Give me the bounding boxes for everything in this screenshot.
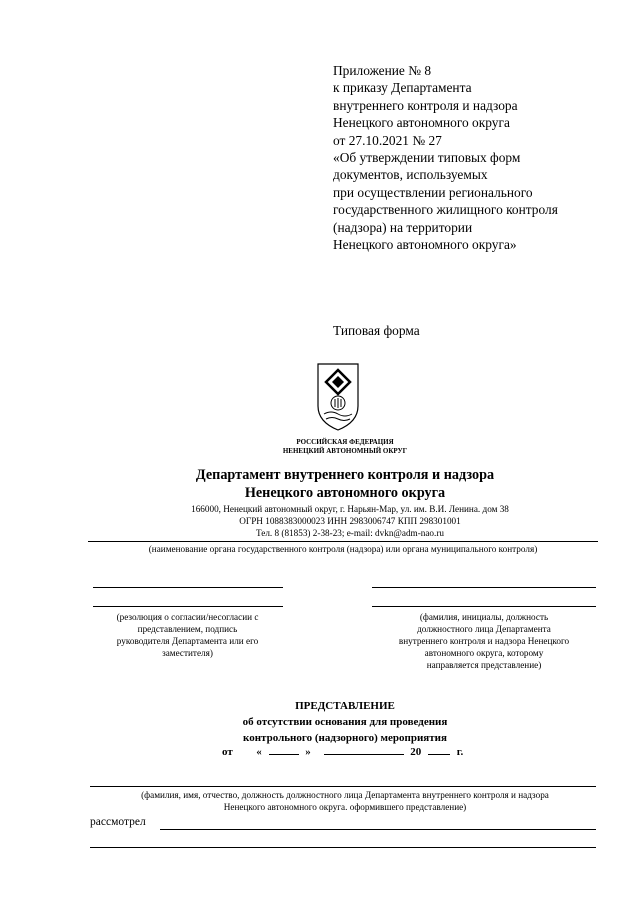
annex-line: Приложение № 8 — [333, 63, 432, 78]
department-line-1: Департамент внутреннего контроля и надзора — [195, 467, 495, 483]
document-title: ПРЕДСТАВЛЕНИЕ — [295, 700, 395, 712]
addressee-line-2 — [372, 606, 596, 607]
form-type-label: Типовая форма — [333, 323, 420, 338]
annex-line: Ненецкого автономного округа» — [333, 237, 517, 253]
contact-line: Тел. 8 (81853) 2-38-23; e-mail: dvkn@adm-nao.ru — [256, 528, 444, 538]
annex-line: (надзора) на территории — [333, 219, 473, 235]
department-contacts — [0, 503, 640, 539]
day-field[interactable] — [269, 743, 299, 755]
official-caption-line-2: Ненецкого автономного округа. оформившего представление) — [223, 802, 467, 812]
annex-line: Ненецкого автономного округа — [333, 115, 510, 131]
department-name — [0, 466, 640, 502]
federation-header — [0, 438, 640, 456]
addressee-caption — [372, 611, 596, 671]
official-caption — [80, 789, 610, 813]
document-title-block — [0, 698, 640, 746]
addressee-line-1 — [372, 587, 596, 588]
reviewed-field-line-2[interactable] — [90, 847, 596, 848]
caption-line: автономного округа, которому — [424, 648, 544, 658]
annex-line: при осуществлении регионального — [333, 184, 533, 200]
document-date-line — [222, 743, 463, 758]
annex-line: документов, используемых — [333, 167, 488, 183]
caption-line: направляется представление) — [426, 660, 542, 670]
annex-line: от 27.10.2021 № 27 — [333, 132, 442, 148]
annex-line: «Об утверждении типовых форм — [333, 150, 521, 166]
official-line — [90, 786, 596, 787]
org-caption: (наименование органа государственного контроля (надзора) или органа муниципального контроля) — [148, 544, 538, 554]
federation-name: РОССИЙСКАЯ ФЕДЕРАЦИЯ — [296, 438, 394, 446]
caption-line: должностного лица Департамента — [417, 624, 551, 634]
caption-line: руководителя Департамента или его — [116, 636, 259, 646]
resolution-line-1 — [93, 587, 283, 588]
reviewed-label: рассмотрел — [90, 816, 146, 828]
caption-line: (резолюция о согласии/несогласии с — [116, 612, 259, 622]
department-line-2: Ненецкого автономного округа — [244, 485, 446, 501]
date-quote-close: » — [305, 746, 311, 758]
document-subtitle-2: контрольного (надзорного) мероприятия — [243, 732, 447, 744]
annex-line: государственного жилищного контроля — [333, 202, 558, 218]
caption-line: внутреннего контроля и надзора Ненецкого — [398, 636, 570, 646]
resolution-line-2 — [93, 606, 283, 607]
caption-line: заместителя) — [162, 648, 213, 658]
resolution-caption — [80, 611, 295, 659]
caption-line: представлением, подпись — [137, 624, 238, 634]
year-field[interactable] — [428, 743, 450, 755]
coat-of-arms-icon — [316, 362, 360, 432]
annex-block — [333, 62, 558, 253]
annex-line: внутреннего контроля и надзора — [333, 97, 518, 113]
document-subtitle-1: об отсутствии основания для проведения — [242, 716, 448, 728]
registration-ids: ОГРН 1088383000023 ИНН 2983006747 КПП 298301001 — [239, 516, 461, 526]
reviewed-field[interactable] — [160, 829, 596, 830]
month-field[interactable] — [324, 743, 404, 755]
year-prefix: 20 — [410, 746, 422, 758]
year-suffix: г. — [456, 746, 464, 758]
okrug-name: НЕНЕЦКИЙ АВТОНОМНЫЙ ОКРУГ — [282, 447, 408, 455]
address-line: 166000, Ненецкий автономный округ, г. Нарьян-Мар, ул. им. В.И. Ленина. дом 38 — [191, 504, 509, 514]
official-caption-line-1: (фамилия, имя, отчество, должность должностного лица Департамента внутреннего контроля и надзора — [141, 790, 549, 800]
caption-line: (фамилия, инициалы, должность — [419, 612, 549, 622]
annex-line: к приказу Департамента — [333, 80, 472, 96]
org-divider — [88, 541, 598, 542]
date-from-label: от — [222, 746, 233, 758]
date-quote-open: « — [256, 746, 262, 758]
